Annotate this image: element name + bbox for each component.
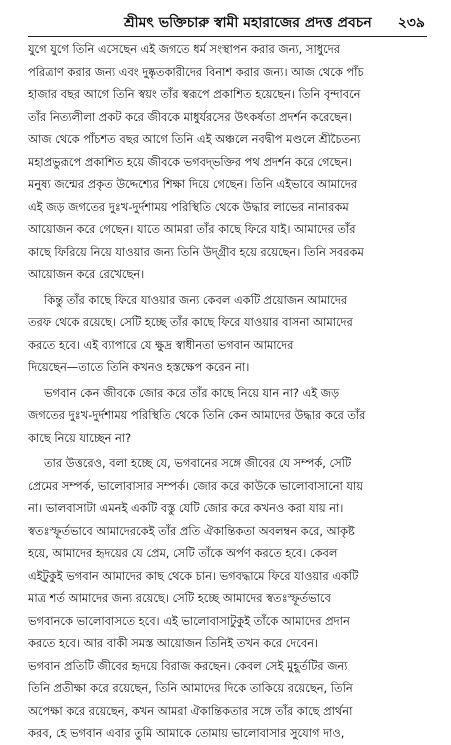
text-line: তাঁর নিত্যলীলা প্রকট করে জীবকে মাধুর্যরসের উৎকর্ষতা প্রদর্শন করেছেন। xyxy=(28,109,352,124)
page-header xyxy=(28,6,427,37)
text-line: ভগবান প্রতিটি জীবের হৃদয়ে বিরাজ করছেন। কেবল সেই মুহূর্তটির জন্য xyxy=(28,658,348,673)
text-line: কাছে ফিরিয়ে নিয়ে যাওয়ার জন্য তিনি উদ্‌গ্রীব হয়ে রয়েছেন। তিনি সবরকম xyxy=(28,244,364,259)
text-line: ভগবানকে ভালোবাসতে হবে। এই ভালোবাসাটুকুই তাঁকে আমাদের প্রদান xyxy=(28,613,350,628)
text-line: আজ থেকে পাঁচশত বছর আগে তিনি এই অঞ্চলে নবদ্বীপ মণ্ডলে শ্রীচৈতন্য xyxy=(28,132,361,146)
text-line: পরিত্রাণ করার জন্য এবং দুষ্কৃতকারীদের বিনাশ করার জন্য। আজ থেকে পাঁচ xyxy=(28,64,364,79)
text-line: এই জড় জগতের দুঃখ-দুর্দশাময় পরিস্থিতি থেকে উদ্ধার লাভের নানারকম xyxy=(28,199,349,214)
text-line: আয়োজন করে গেছেন। যাতে আমরা তাঁর কাছে ফিরে যাই। আমাদের তাঁর xyxy=(28,222,356,236)
body-text xyxy=(28,38,426,745)
text-line: এইটুকুই ভগবান আমাদের কাছ থেকে চান। ভগবদ্ধামে ফিরে যাওয়ার একটি xyxy=(28,568,359,583)
text-line: হাজার বছর আগে তিনি স্বয়ং তাঁর স্বরূপে প্রকাশিত হয়েছেন। তিনি বৃন্দাবনে xyxy=(28,87,361,101)
text-line: জগতের দুঃখ-দুর্দশাময় পরিস্থিতি থেকে তিনি কেন আমাদের উদ্ধার করে তাঁর xyxy=(28,408,366,422)
text-line: স্বতঃস্ফূর্তভাবে আমাদেরকেই তাঁর প্রতি ঐকান্তিকতা অবলম্বন করে, আকৃষ্ট xyxy=(28,523,355,538)
text-line: করব, হে ভগবান এবার তুমি আমাকে তোমায় ভালোবাসার সুযোগ দাও, xyxy=(28,726,345,740)
paragraph-start-line: ভগবান কেন জীবকে জোর করে তাঁর কাছে নিয়ে যান না? এই জড় xyxy=(44,385,340,400)
text-line: আয়োজন করে রেখেছেন। xyxy=(28,267,145,281)
text-line: না। ভালবাসাটা এমনই একটি বস্তু যেটি জোর করে কখনও করা যায় না। xyxy=(28,501,344,515)
text-line: তিনি প্রতীক্ষা করে রয়েছেন, তিনি আমাদের দিকে তাকিয়ে রয়েছেন, তিনি xyxy=(28,681,353,695)
paragraph-start-line: কিন্তু তাঁর কাছে ফিরে যাওয়ার জন্য কেবল একটি প্রয়োজন আমাদের xyxy=(44,292,348,307)
text-line: মহাপ্রভুরূপে প্রকাশিত হয়ে জীবকে ভগবদ্‌ভক্তির পথ প্রদর্শন করে গেছেন। xyxy=(28,154,352,169)
text-line: অপেক্ষা করে রয়েছেন, কখন আমরা ঐকান্তিকতার সঙ্গে তাঁর কাছে প্রার্থনা xyxy=(28,703,353,718)
text-line: হয়ে, আমাদের হৃদয়ের যে প্রেম, সেটি তাঁকে অর্পণ করতে হবে। কেবল xyxy=(28,546,338,560)
text-line: করতে হবে। এই ব্যাপারে যে ক্ষুদ্র স্বাধীনতা ভগবান আমাদের xyxy=(28,337,294,352)
text-line: তরফ থেকে রয়েছে। সেটি হচ্ছে তাঁর কাছে ফিরে যাওয়ার বাসনা আমাদের xyxy=(28,315,353,329)
paragraph-start-line: তার উত্তরেও, বলা হচ্ছে যে, ভগবানের সঙ্গে জীবের যে সম্পর্ক, সেটি xyxy=(44,456,352,470)
text-line: যুগে যুগে তিনি এসেছেন এই জগতে ধর্ম সংস্থাপন করার জন্য, সাধুদের xyxy=(28,42,340,56)
running-title: শ্রীমৎ ভক্তিচারু স্বামী মহারাজের প্রদত্ত প্রবচন xyxy=(124,15,372,31)
page-number: ২৩৯ xyxy=(397,15,425,31)
text-line: প্রেমের সম্পর্ক, ভালোবাসার সম্পর্ক। জোর করে কাউকে ভালোবাসানো যায় xyxy=(28,478,363,493)
text-line: কাছে নিয়ে যাচ্ছেন না? xyxy=(28,430,132,445)
text-line: করতে হবে। আর বাকী সমস্ত আয়োজন তিনিই তখন করে দেবেন। xyxy=(28,636,319,650)
text-line: মনুষ্য জন্মের প্রকৃত উদ্দেশ্যের শিক্ষা দিয়ে গেছেন। তিনি এইভাবে আমাদের xyxy=(28,177,358,191)
text-line: দিয়েছেন—তাতে তিনি কখনও হস্তক্ষেপ করেন না। xyxy=(28,360,250,374)
text-line: মাত্র শর্ত আমাদের জন্য রয়েছে। সেটি হচ্ছে আমাদের স্বতঃস্ফূর্তভাবে xyxy=(28,591,331,605)
